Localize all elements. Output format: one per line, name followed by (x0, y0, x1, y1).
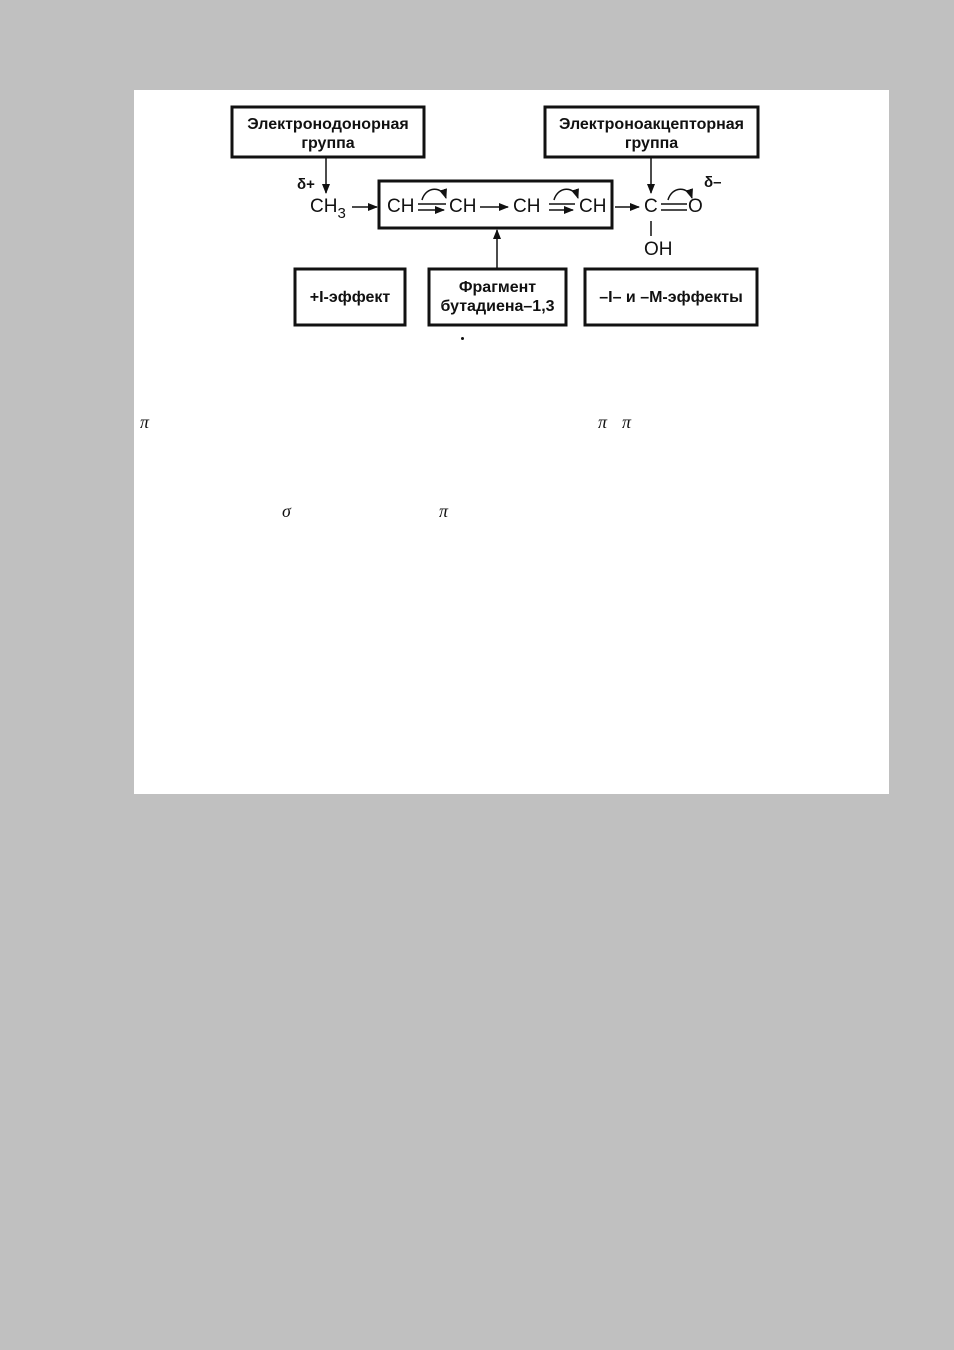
chain-ch-2: CH (449, 196, 477, 217)
donor-group-label: Электронодонорная группа (247, 116, 409, 152)
pi-symbol: π (598, 412, 608, 432)
sigma-symbol: σ (282, 501, 291, 521)
chain-ch-1: CH (387, 196, 415, 217)
chain-ch-4: CH (579, 196, 607, 217)
inductive-effect-label: +I-эффект (309, 289, 391, 306)
delta-plus: δ+ (297, 176, 315, 193)
acceptor-effect-label: –I– и –M-эффекты (599, 289, 743, 306)
pi-symbol: π (622, 412, 632, 432)
carbonyl-oxygen: O (688, 196, 703, 217)
methyl-group: $CH_3$ (310, 196, 346, 222)
curved-arrow-1 (422, 189, 446, 200)
chain-ch-3: CH (513, 196, 541, 217)
document-page (134, 90, 889, 794)
pi-symbol: π (439, 501, 449, 521)
acceptor-group-label: Электроноакцепторная группа (558, 116, 745, 152)
hydroxyl-group: OH (644, 239, 673, 260)
stray-dot (461, 337, 464, 340)
fragment-label: Фрагмент бутадиена–1,3 (440, 279, 555, 315)
carboxyl-carbon: C (644, 196, 658, 217)
delta-minus: δ– (704, 174, 722, 191)
curved-arrow-2 (554, 189, 578, 200)
pi-symbol: π (140, 412, 150, 432)
